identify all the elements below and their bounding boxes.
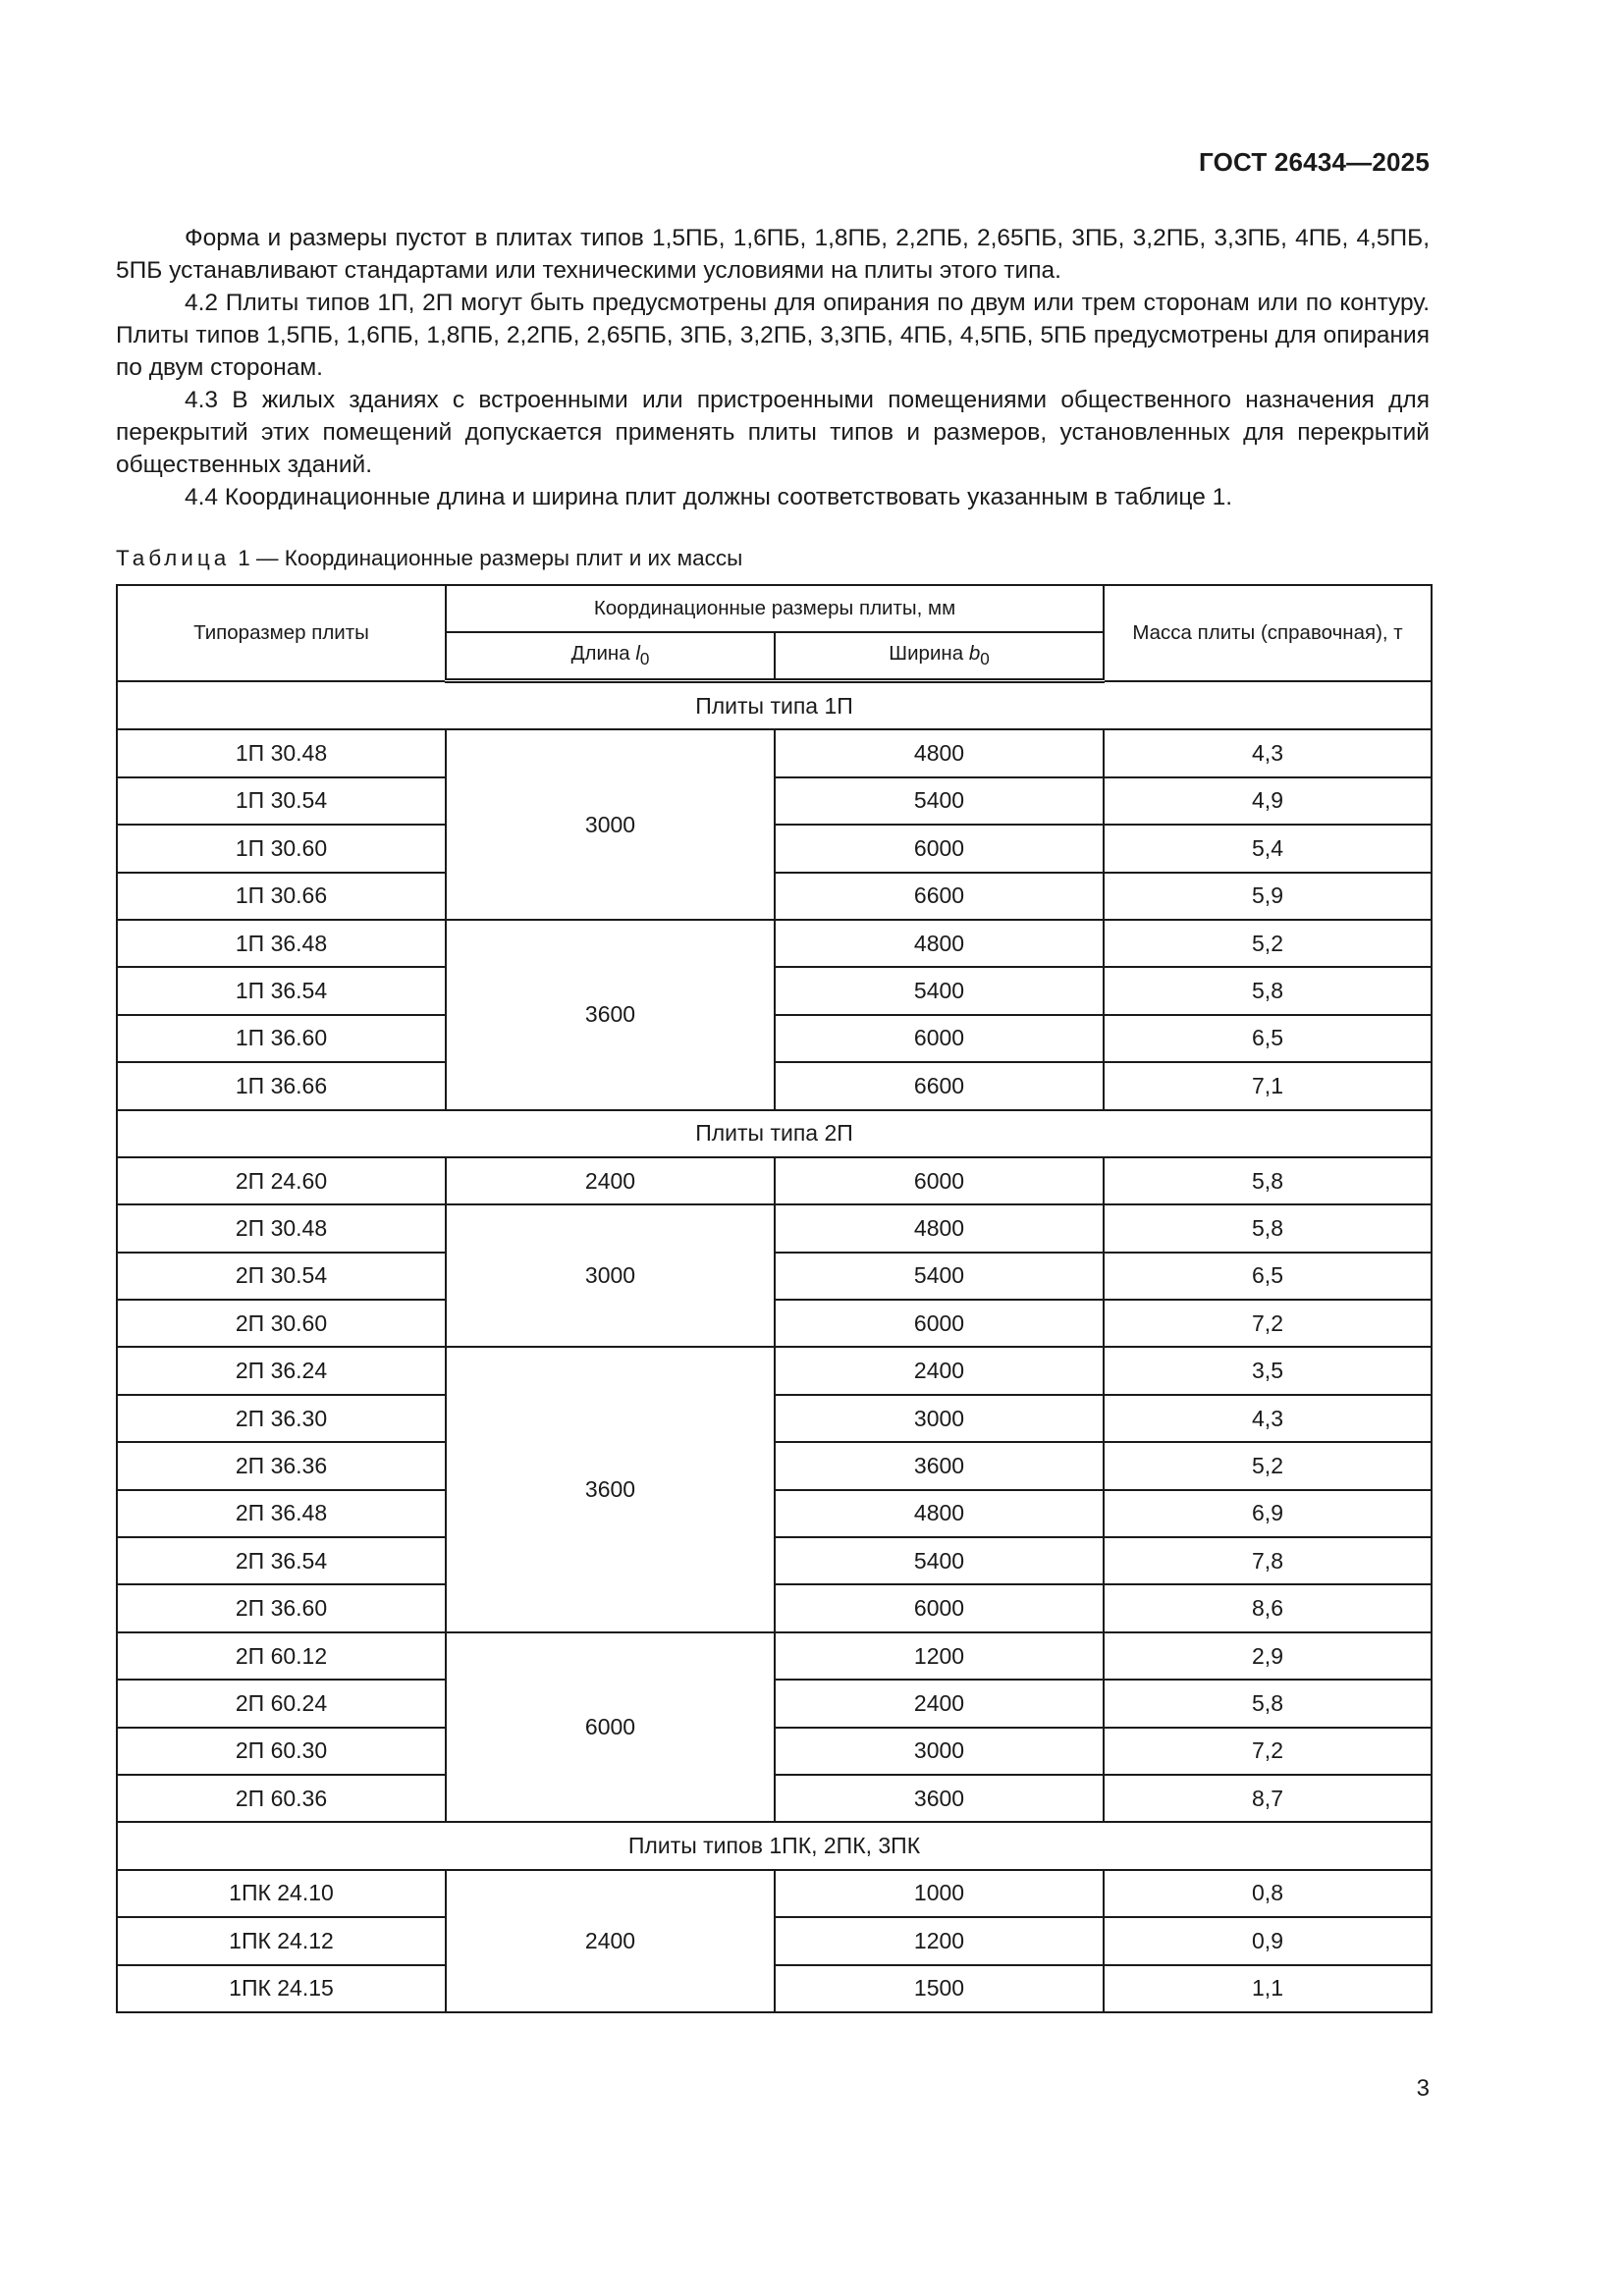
cell-slab-type: 2П 60.12 [117,1632,446,1680]
cell-length: 3600 [446,1347,775,1631]
cell-mass: 5,8 [1104,1204,1432,1252]
group-title: Плиты типа 2П [117,1110,1432,1157]
paragraph-4-3: 4.3 В жилых зданиях с встроенными или пристроенными помещениями общественного назначения для перекрытий этих помещений допускается применять плиты типов и размеров, установленных для перекрытий общественных зданий. [116,387,1430,478]
cell-mass: 5,8 [1104,1157,1432,1204]
cell-slab-type: 2П 24.60 [117,1157,446,1204]
table-row [117,1965,1432,2012]
group-title: Плиты типов 1ПК, 2ПК, 3ПК [117,1822,1432,1869]
table-row [117,967,1432,1014]
body-text [116,222,1430,513]
table-row [117,1584,1432,1631]
table-caption-label: Таблица [116,546,231,570]
table-row [117,1442,1432,1489]
cell-mass: 4,3 [1104,729,1432,776]
cell-mass: 5,4 [1104,825,1432,872]
slab-dimensions-table [116,584,1433,2013]
cell-width: 6000 [775,1157,1104,1204]
cell-width: 3600 [775,1775,1104,1822]
table-row [117,1395,1432,1442]
cell-slab-type: 1П 30.54 [117,777,446,825]
cell-slab-type: 1П 30.48 [117,729,446,776]
table-header [117,585,1432,681]
table-caption-title: 1 — Координационные размеры плит и их массы [238,546,743,570]
cell-mass: 2,9 [1104,1632,1432,1680]
cell-slab-type: 1П 30.66 [117,873,446,920]
table-row [117,777,1432,825]
table-row [117,1680,1432,1727]
cell-slab-type: 2П 60.24 [117,1680,446,1727]
cell-slab-type: 2П 36.48 [117,1490,446,1537]
cell-mass: 5,2 [1104,920,1432,967]
cell-width: 5400 [775,967,1104,1014]
cell-width: 6000 [775,825,1104,872]
cell-length: 3600 [446,920,775,1110]
cell-width: 4800 [775,729,1104,776]
cell-width: 6000 [775,1300,1104,1347]
table-row [117,1347,1432,1394]
document-id-header: ГОСТ 26434—2025 [1199,147,1430,177]
cell-length: 2400 [446,1157,775,1204]
cell-slab-type: 2П 30.60 [117,1300,446,1347]
cell-mass: 8,7 [1104,1775,1432,1822]
cell-mass: 5,2 [1104,1442,1432,1489]
cell-mass: 8,6 [1104,1584,1432,1631]
cell-width: 3000 [775,1395,1104,1442]
cell-slab-type: 1П 36.66 [117,1062,446,1109]
table-row [117,1870,1432,1917]
paragraph-4-2: 4.2 Плиты типов 1П, 2П могут быть предусмотрены для опирания по двум или трем сторонам или по контуру. Плиты типов 1,5ПБ, 1,6ПБ, 1,8ПБ, 2,2ПБ, 2,65ПБ, 3ПБ, 3,2ПБ, 3,3ПБ, 4ПБ, 4,5ПБ, 5ПБ предусмотрены для опирания по двум сторонам. [116,290,1430,381]
cell-mass: 5,8 [1104,967,1432,1014]
table-row [117,873,1432,920]
table-row [117,1917,1432,1964]
cell-mass: 7,8 [1104,1537,1432,1584]
group-title: Плиты типа 1П [117,681,1432,730]
table-row [117,825,1432,872]
header-coordinates: Координационные размеры плиты, мм [446,585,1104,632]
header-width: Ширина $b_0$ [775,632,1104,681]
cell-width: 5400 [775,1253,1104,1300]
cell-mass: 4,9 [1104,777,1432,825]
table-row [117,1253,1432,1300]
cell-width: 2400 [775,1680,1104,1727]
cell-length: 3000 [446,1204,775,1347]
cell-slab-type: 2П 30.54 [117,1253,446,1300]
cell-slab-type: 1ПК 24.15 [117,1965,446,2012]
cell-mass: 4,3 [1104,1395,1432,1442]
cell-width: 3000 [775,1728,1104,1775]
cell-width: 5400 [775,777,1104,825]
table-row [117,1204,1432,1252]
cell-slab-type: 1П 36.54 [117,967,446,1014]
cell-mass: 6,5 [1104,1015,1432,1062]
table-row [117,1015,1432,1062]
group-header-row [117,681,1432,730]
table-body [117,681,1432,2012]
cell-slab-type: 1ПК 24.12 [117,1917,446,1964]
cell-slab-type: 2П 60.30 [117,1728,446,1775]
cell-width: 5400 [775,1537,1104,1584]
cell-width: 1200 [775,1917,1104,1964]
paragraph-voids: Форма и размеры пустот в плитах типов 1,5ПБ, 1,6ПБ, 1,8ПБ, 2,2ПБ, 2,65ПБ, 3ПБ, 3,2ПБ, 3,3ПБ, 4ПБ, 4,5ПБ, 5ПБ устанавливают стандартами или техническими условиями на плиты этого типа. [116,225,1430,284]
cell-width: 4800 [775,1490,1104,1537]
cell-mass: 0,8 [1104,1870,1432,1917]
cell-mass: 5,9 [1104,873,1432,920]
cell-slab-type: 2П 30.48 [117,1204,446,1252]
cell-slab-type: 1П 30.60 [117,825,446,872]
cell-mass: 1,1 [1104,1965,1432,2012]
cell-slab-type: 2П 36.30 [117,1395,446,1442]
cell-width: 4800 [775,1204,1104,1252]
header-type: Типоразмер плиты [117,585,446,681]
cell-mass: 7,1 [1104,1062,1432,1109]
table-row [117,1490,1432,1537]
cell-width: 6600 [775,873,1104,920]
cell-length: 3000 [446,729,775,920]
group-header-row [117,1822,1432,1869]
table-row [117,1775,1432,1822]
table-row [117,1632,1432,1680]
cell-slab-type: 2П 36.36 [117,1442,446,1489]
table-row [117,1537,1432,1584]
cell-mass: 7,2 [1104,1728,1432,1775]
cell-width: 6000 [775,1584,1104,1631]
cell-length: 2400 [446,1870,775,2012]
cell-length: 6000 [446,1632,775,1823]
cell-width: 1000 [775,1870,1104,1917]
cell-mass: 7,2 [1104,1300,1432,1347]
table-row [117,1300,1432,1347]
table-row [117,1728,1432,1775]
cell-mass: 0,9 [1104,1917,1432,1964]
table-row [117,920,1432,967]
cell-width: 1200 [775,1632,1104,1680]
header-mass: Масса плиты (справочная), т [1104,585,1432,681]
table-row [117,729,1432,776]
group-header-row [117,1110,1432,1157]
cell-mass: 6,5 [1104,1253,1432,1300]
table-caption [116,544,742,573]
cell-slab-type: 2П 60.36 [117,1775,446,1822]
cell-mass: 5,8 [1104,1680,1432,1727]
cell-mass: 3,5 [1104,1347,1432,1394]
cell-slab-type: 1ПК 24.10 [117,1870,446,1917]
page-number: 3 [1416,2075,1430,2102]
cell-slab-type: 1П 36.48 [117,920,446,967]
header-length: Длина $l_0$ [446,632,775,681]
cell-width: 3600 [775,1442,1104,1489]
cell-width: 6000 [775,1015,1104,1062]
cell-slab-type: 2П 36.60 [117,1584,446,1631]
cell-mass: 6,9 [1104,1490,1432,1537]
cell-slab-type: 2П 36.24 [117,1347,446,1394]
cell-width: 6600 [775,1062,1104,1109]
cell-slab-type: 2П 36.54 [117,1537,446,1584]
table-row [117,1062,1432,1109]
paragraph-4-4: 4.4 Координационные длина и ширина плит должны соответствовать указанным в таблице 1. [185,484,1233,510]
cell-width: 4800 [775,920,1104,967]
table-row [117,1157,1432,1204]
cell-slab-type: 1П 36.60 [117,1015,446,1062]
cell-width: 2400 [775,1347,1104,1394]
cell-width: 1500 [775,1965,1104,2012]
